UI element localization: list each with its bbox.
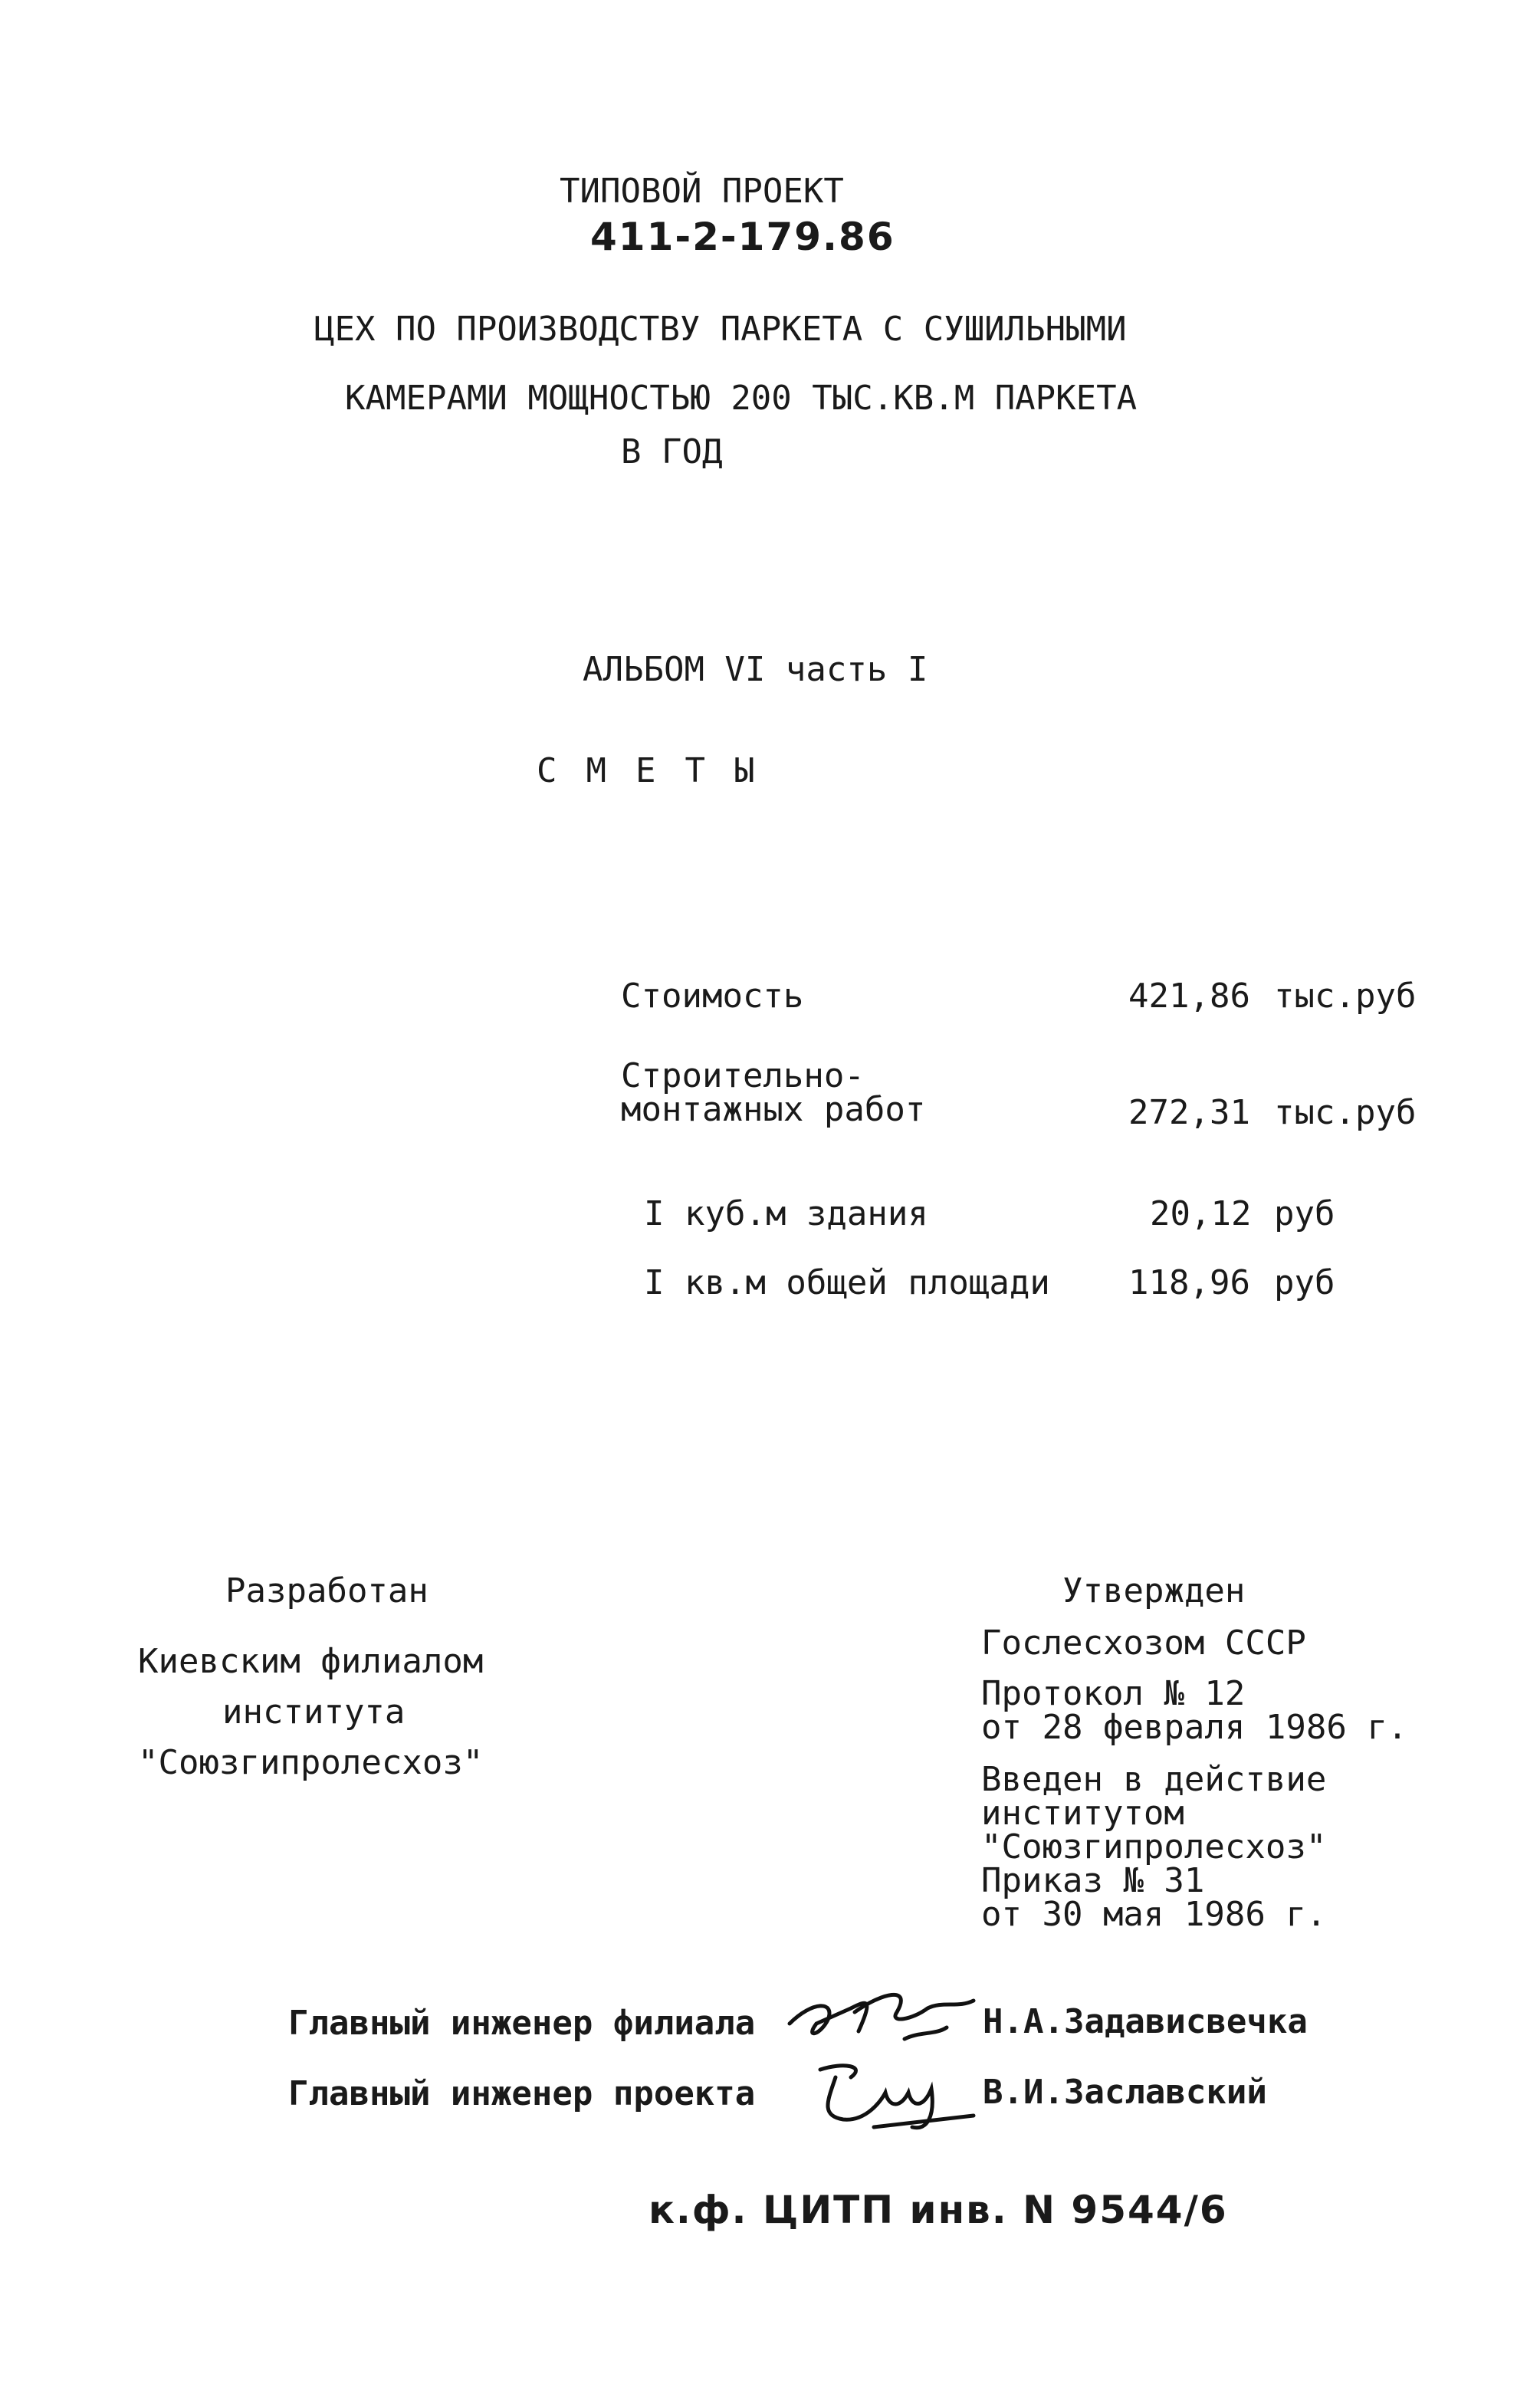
cost-value: 20,12 — [1150, 1194, 1252, 1233]
cost-label: I куб.м здания — [644, 1194, 928, 1233]
cost-unit: тыс.руб — [1274, 977, 1417, 1016]
signature-name: В.И.Заславский — [983, 2073, 1267, 2112]
cost-label: I кв.м общей площади — [644, 1263, 1050, 1302]
title-line-1: ЦЕХ ПО ПРОИЗВОДСТВУ ПАРКЕТА С СУШИЛЬНЫМИ — [314, 310, 1127, 349]
cost-value: 272,31 — [1128, 1093, 1250, 1132]
project-number: 411-2-179.86 — [590, 215, 895, 259]
developed-line: "Союзгипролесхоз" — [138, 1743, 484, 1782]
title-line-2: КАМЕРАМИ МОЩНОСТЬЮ 200 ТЫС.КВ.М ПАРКЕТА — [345, 379, 1138, 418]
approved-protocol: Протокол № 12 от 28 февраля 1986 г. — [981, 1674, 1408, 1747]
signature-role: Главный инженер филиала — [288, 2004, 756, 2043]
signature-role: Главный инженер проекта — [288, 2074, 756, 2113]
album-label: АЛЬБОМ VI часть I — [583, 650, 928, 689]
cost-value: 118,96 — [1128, 1263, 1250, 1302]
project-type-label: ТИПОВОЙ ПРОЕКТ — [560, 172, 844, 211]
handwritten-signature-icon — [797, 2054, 989, 2139]
approved-enacted: Введен в действие институтом "Союзгипролесхоз" Приказ № 31 от 30 мая 1986 г. — [981, 1760, 1327, 1934]
handwritten-signature-icon — [782, 1978, 989, 2062]
developed-line: института — [222, 1692, 406, 1732]
cost-unit: руб — [1274, 1194, 1335, 1233]
cost-label: Строительно- монтажных работ — [621, 1056, 926, 1129]
developed-heading: Разработан — [225, 1571, 429, 1610]
cost-unit: руб — [1274, 1263, 1335, 1302]
developed-line: Киевским филиалом — [138, 1642, 484, 1681]
signature-name: Н.А.Задависвечка — [983, 2002, 1308, 2041]
cost-value: 421,86 — [1128, 977, 1250, 1016]
cost-unit: тыс.руб — [1274, 1093, 1417, 1132]
title-line-3: В ГОД — [621, 432, 723, 471]
archive-stamp: к.ф. ЦИТП инв. N 9544/6 — [649, 2188, 1228, 2232]
approved-heading: Утвержден — [1062, 1571, 1246, 1610]
cost-label: Стоимость — [621, 977, 804, 1016]
section-title: СМЕТЫ — [537, 751, 784, 790]
approved-by: Гослесхозом СССР — [981, 1624, 1306, 1663]
